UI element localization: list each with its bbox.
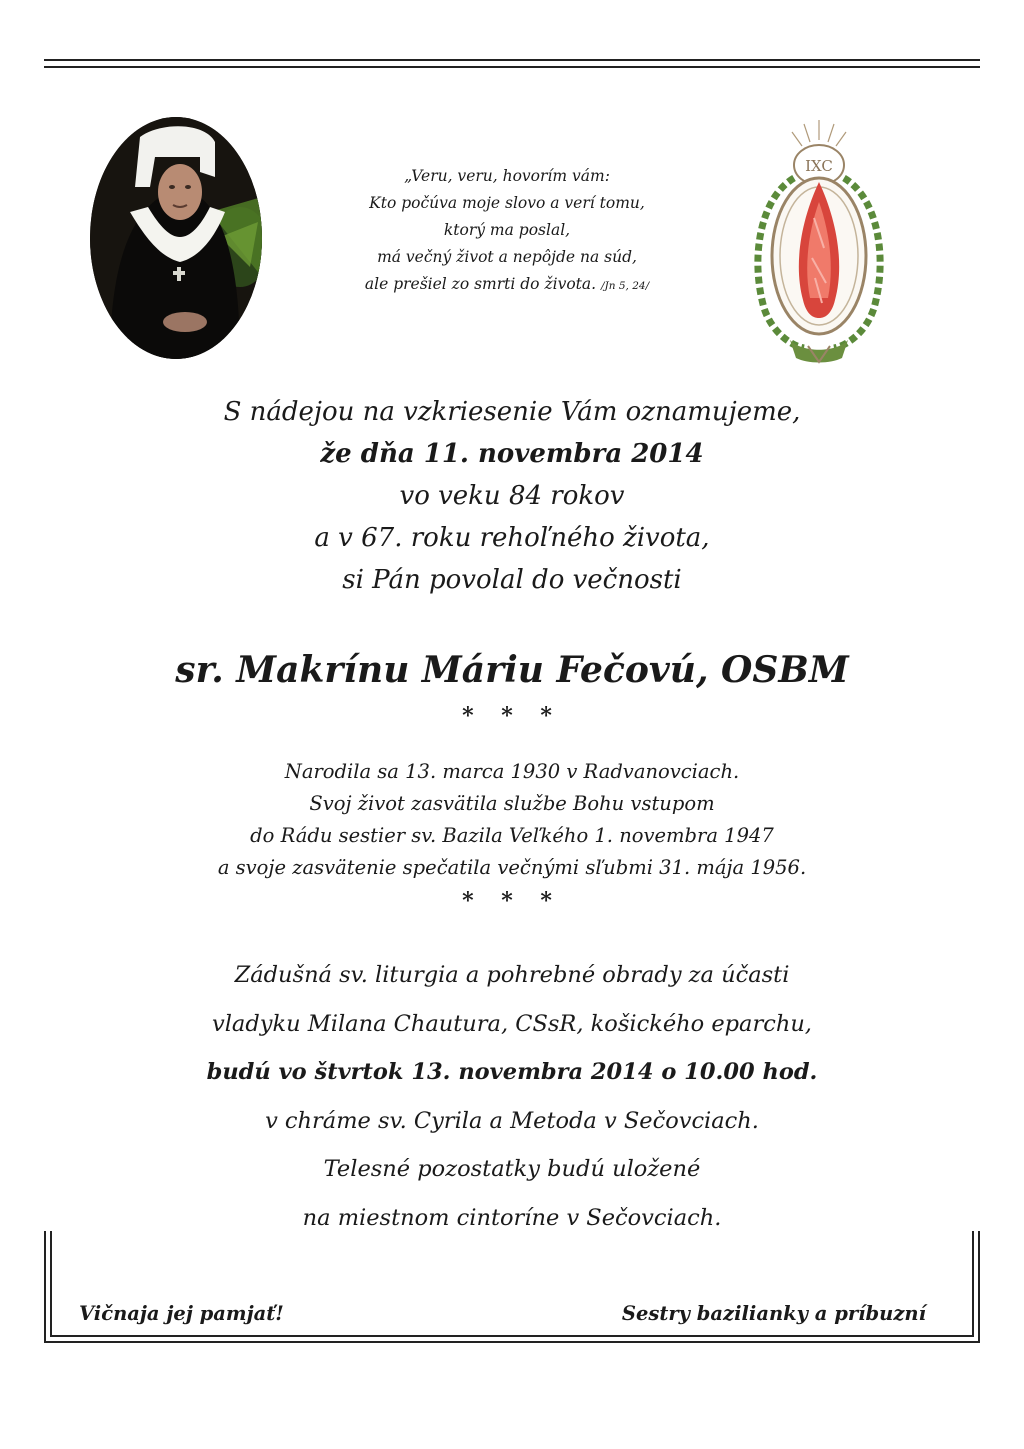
funeral-line: Zádušná sv. liturgia a pohrebné obrady za účasti [234,962,790,988]
flame-emblem-icon [742,118,896,376]
announcement [100,391,924,601]
quote-line: ktorý ma poslal, [443,221,571,239]
frame-border [978,1231,980,1342]
funeral-line: na miestnom cintoríne v Sečovciach. [302,1204,722,1231]
quote-line: Kto počúva moje slovo a verí tomu, [369,194,645,212]
top-rule-double [44,66,980,68]
quote-reference: /Jn 5, 24/ [601,280,650,292]
funeral-details [80,951,944,1242]
emblem-monogram: IXC [805,157,833,175]
biography-line: Narodila sa 13. marca 1930 v Radvanovciach. [284,760,740,783]
portrait-photo [90,117,262,359]
date-of-death: že dňa 11. novembra 2014 [320,439,704,469]
signature-mourners: Sestry bazilianky a príbuzní [621,1302,926,1325]
quote-line: „Veru, veru, hovorím vám: [404,167,610,185]
frame-border [44,1231,46,1342]
nun-portrait-image [90,117,262,359]
memory-eternal: Vičnaja jej pamjať! [79,1302,284,1325]
funeral-line: Telesné pozostatky budú uložené [323,1156,701,1182]
quote-line-with-reference [300,271,714,300]
biography-line: do Rádu sestier sv. Bazila Veľkého 1. novembra 1947 [250,824,774,847]
funeral-line: v chráme sv. Cyrila a Metoda v Sečovciach. [265,1107,759,1134]
biography-line: a svoje zasvätenie spečatila večnými sľubmi 31. mája 1956. [217,856,807,879]
top-rule [44,59,980,61]
frame-border [50,1231,52,1336]
frame-border [50,1335,974,1337]
frame-border [44,1341,980,1343]
separator-stars: * * * [462,888,562,914]
announcement-line: S nádejou na vzkriesenie Vám oznamujeme, [223,397,801,427]
scripture-quote [300,163,714,300]
biography [100,756,924,884]
announcement-line: a v 67. roku rehoľného života, [314,523,710,553]
funeral-date: budú vo štvrtok 13. novembra 2014 o 10.00 hod. [206,1059,818,1085]
funeral-line: vladyku Milana Chautura, CSsR, košického eparchu, [212,1010,812,1037]
separator-stars: * * * [462,703,562,729]
biography-line: Svoj život zasvätila službe Bohu vstupom [309,792,715,815]
frame-border [972,1231,974,1336]
quote-line: ale prešiel zo smrti do života. [364,275,597,293]
deceased-name: sr. Makrínu Máriu Fečovú, OSBM [175,649,849,691]
announcement-line: vo veku 84 rokov [399,481,625,511]
quote-line: má večný život a nepôjde na súd, [377,248,637,266]
order-emblem [742,118,896,376]
announcement-line: si Pán povolal do večnosti [342,565,682,595]
